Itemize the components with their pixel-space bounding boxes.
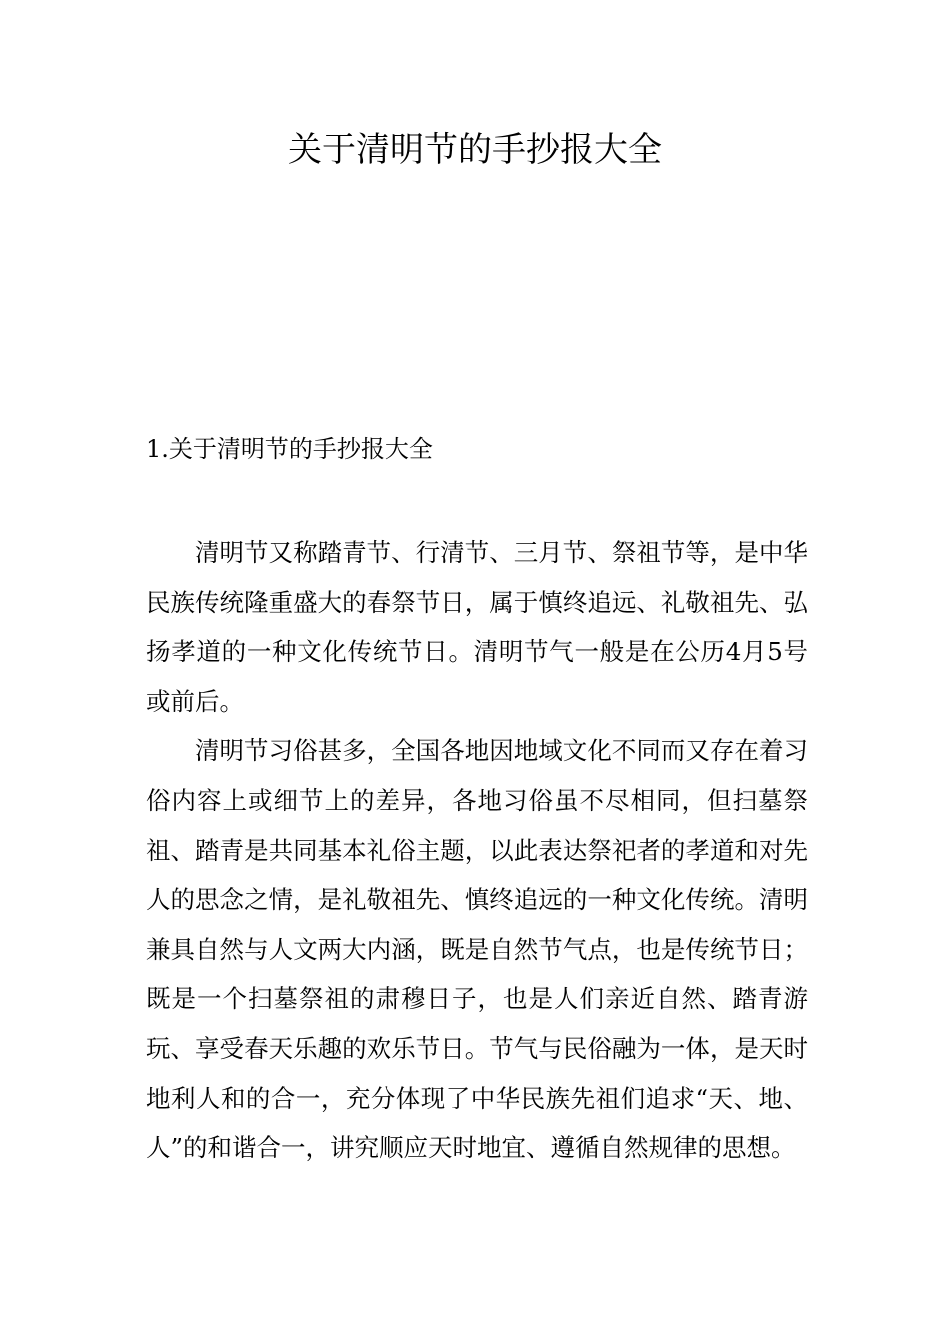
paragraph-1: 清明节又称踏青节、行清节、三月节、祭祖节等，是中华民族传统隆重盛大的春祭节日，属于慎终追远、礼敬祖先、弘扬孝道的一种文化传统节日。清明节气一般是在公历4月5号或前后。 — [146, 538, 808, 716]
document-title: 关于清明节的手抄报大全 — [288, 130, 662, 170]
paragraph-2: 清明节习俗甚多，全国各地因地域文化不同而又存在着习俗内容上或细节上的差异，各地习俗虽不尽相同，但扫墓祭祖、踏青是共同基本礼俗主题，以此表达祭祀者的孝道和对先人的思念之情，是礼敬祖先、慎终追远的一种文化传统。清明兼具自然与人文两大内涵，既是自然节气点，也是传统节日；既是一个扫墓祭祖的肃穆日子，也是人们亲近自然、踏青游玩、享受春天乐趣的欢乐节日。节气与民俗融为一体，是天时地利人和的合一，充分体现了中华民族先祖们追求“天、地、人”的和谐合一，讲究顺应天时地宜、遵循自然规律的思想。 — [146, 736, 808, 1163]
body-text — [146, 528, 808, 1173]
section-heading: 1.关于清明节的手抄报大全 — [146, 435, 433, 463]
